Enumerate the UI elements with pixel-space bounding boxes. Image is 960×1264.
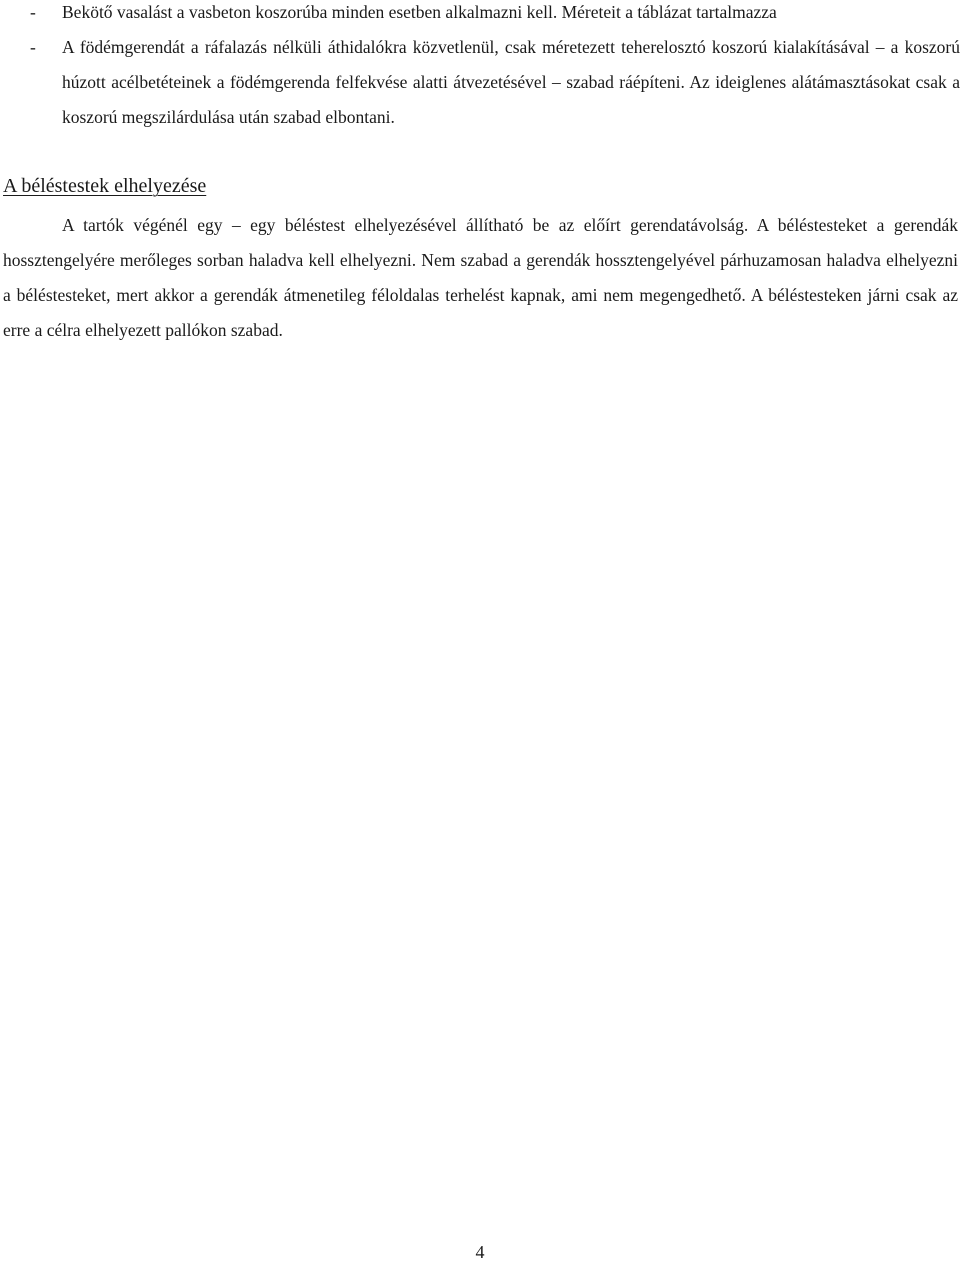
bullet-list	[0, 0, 960, 135]
list-bullet: -	[30, 2, 36, 22]
page-number: 4	[475, 1242, 485, 1262]
list-item	[0, 30, 960, 135]
list-bullet: -	[30, 37, 36, 57]
list-item	[0, 0, 960, 30]
body-paragraph: A tartók végénél egy – egy béléstest elhelyezésével állítható be az előírt gerendatávolság. A béléstesteket a gerendák hossztengelyére merőleges sorban haladva kell elhelyezni. Nem szabad a gerendák hossztengelyével párhuzamosan haladva elhelyezni a béléstesteket, mert akkor a gerendák átmenetileg féloldalas terhelést kapnak, ami nem megengedhető. A béléstesteken járni csak az erre a célra elhelyezett pallókon szabad.	[3, 215, 958, 340]
list-item-text: Bekötő vasalást a vasbeton koszorúba minden esetben alkalmazni kell. Méreteit a táblázat tartalmazza	[62, 2, 777, 22]
section-heading: A béléstestek elhelyezése	[3, 175, 207, 197]
list-item-text: A födémgerendát a ráfalazás nélküli áthidalókra közvetlenül, csak méretezett teherelosztó koszorú kialakításával – a koszorú húzott acélbetéteinek a födémgerenda felfekvése alatti átvezetésével – szabad ráépíteni. Az ideiglenes alátámasztásokat csak a koszorú megszilárdulása után szabad elbontani.	[62, 37, 960, 127]
